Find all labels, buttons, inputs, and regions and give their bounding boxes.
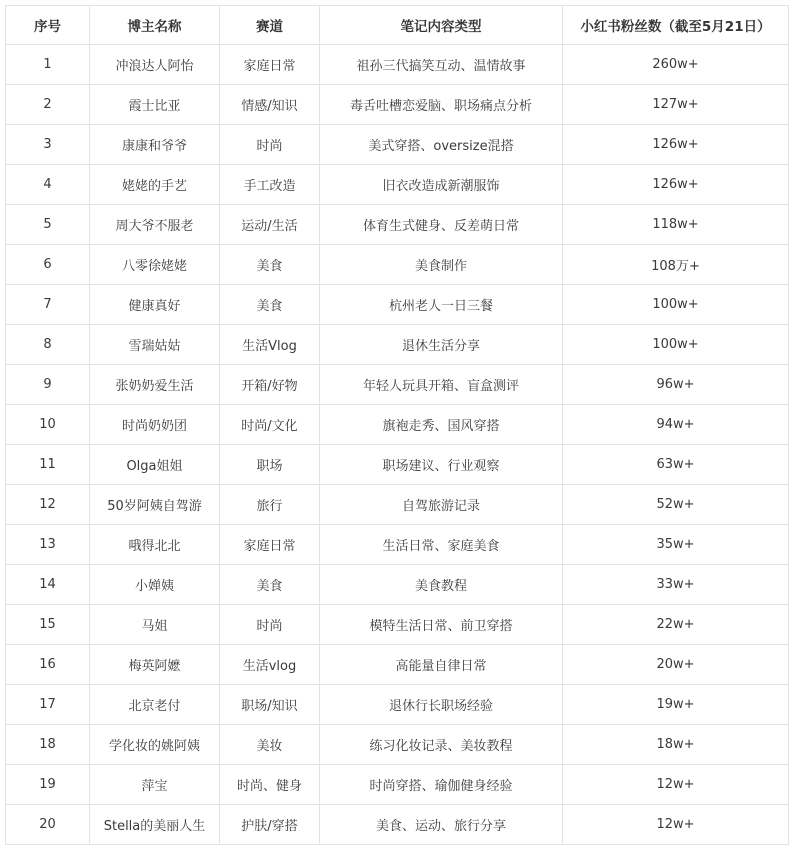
blogger-table — [5, 5, 789, 845]
cell-content-type: 毒舌吐槽恋爱脑、职场痛点分析 — [320, 85, 563, 125]
cell-follower-count: 108万+ — [563, 245, 789, 285]
cell-category: 美妆 — [220, 725, 320, 765]
cell-follower-count: 118w+ — [563, 205, 789, 245]
cell-follower-count: 100w+ — [563, 285, 789, 325]
cell-content-type: 美食制作 — [320, 245, 563, 285]
cell-blogger-name: 姥姥的手艺 — [90, 165, 220, 205]
cell-follower-count: 63w+ — [563, 445, 789, 485]
cell-content-type: 体育生式健身、反差萌日常 — [320, 205, 563, 245]
header-row — [6, 6, 789, 45]
cell-category: 旅行 — [220, 485, 320, 525]
cell-index: 15 — [6, 605, 90, 645]
cell-index: 5 — [6, 205, 90, 245]
header-index: 序号 — [6, 6, 90, 45]
cell-category: 手工改造 — [220, 165, 320, 205]
table-row — [6, 85, 789, 125]
cell-index: 17 — [6, 685, 90, 725]
cell-content-type: 美式穿搭、oversize混搭 — [320, 125, 563, 165]
cell-blogger-name: 八零徐姥姥 — [90, 245, 220, 285]
cell-blogger-name: Olga姐姐 — [90, 445, 220, 485]
cell-follower-count: 20w+ — [563, 645, 789, 685]
table-row — [6, 685, 789, 725]
cell-blogger-name: 梅英阿嬷 — [90, 645, 220, 685]
cell-category: 运动/生活 — [220, 205, 320, 245]
cell-index: 2 — [6, 85, 90, 125]
cell-category: 美食 — [220, 245, 320, 285]
cell-content-type: 美食教程 — [320, 565, 563, 605]
table-row — [6, 125, 789, 165]
header-category: 赛道 — [220, 6, 320, 45]
table-container — [5, 5, 789, 845]
cell-blogger-name: 北京老付 — [90, 685, 220, 725]
cell-category: 职场/知识 — [220, 685, 320, 725]
cell-content-type: 退休行长职场经验 — [320, 685, 563, 725]
cell-follower-count: 260w+ — [563, 45, 789, 85]
table-row — [6, 405, 789, 445]
cell-follower-count: 126w+ — [563, 165, 789, 205]
cell-follower-count: 12w+ — [563, 765, 789, 805]
table-row — [6, 245, 789, 285]
cell-index: 7 — [6, 285, 90, 325]
cell-category: 时尚/文化 — [220, 405, 320, 445]
cell-index: 10 — [6, 405, 90, 445]
cell-follower-count: 22w+ — [563, 605, 789, 645]
cell-index: 3 — [6, 125, 90, 165]
cell-blogger-name: 张奶奶爱生活 — [90, 365, 220, 405]
cell-follower-count: 52w+ — [563, 485, 789, 525]
cell-category: 时尚 — [220, 125, 320, 165]
cell-category: 生活Vlog — [220, 325, 320, 365]
cell-category: 美食 — [220, 285, 320, 325]
cell-blogger-name: 霞士比亚 — [90, 85, 220, 125]
cell-follower-count: 12w+ — [563, 805, 789, 845]
cell-content-type: 职场建议、行业观察 — [320, 445, 563, 485]
cell-follower-count: 126w+ — [563, 125, 789, 165]
table-row — [6, 525, 789, 565]
cell-content-type: 生活日常、家庭美食 — [320, 525, 563, 565]
cell-index: 9 — [6, 365, 90, 405]
cell-follower-count: 127w+ — [563, 85, 789, 125]
table-row — [6, 565, 789, 605]
table-row — [6, 325, 789, 365]
cell-content-type: 模特生活日常、前卫穿搭 — [320, 605, 563, 645]
cell-follower-count: 18w+ — [563, 725, 789, 765]
table-row — [6, 765, 789, 805]
cell-content-type: 美食、运动、旅行分享 — [320, 805, 563, 845]
cell-index: 18 — [6, 725, 90, 765]
table-body — [6, 45, 789, 845]
table-row — [6, 205, 789, 245]
cell-blogger-name: 冲浪达人阿怡 — [90, 45, 220, 85]
cell-index: 11 — [6, 445, 90, 485]
cell-blogger-name: 50岁阿姨自驾游 — [90, 485, 220, 525]
cell-content-type: 自驾旅游记录 — [320, 485, 563, 525]
cell-content-type: 杭州老人一日三餐 — [320, 285, 563, 325]
cell-follower-count: 33w+ — [563, 565, 789, 605]
cell-index: 16 — [6, 645, 90, 685]
table-row — [6, 445, 789, 485]
table-row — [6, 45, 789, 85]
cell-blogger-name: 哦得北北 — [90, 525, 220, 565]
cell-category: 家庭日常 — [220, 45, 320, 85]
cell-blogger-name: 萍宝 — [90, 765, 220, 805]
cell-category: 生活vlog — [220, 645, 320, 685]
cell-category: 护肤/穿搭 — [220, 805, 320, 845]
cell-index: 20 — [6, 805, 90, 845]
table-row — [6, 725, 789, 765]
table-row — [6, 605, 789, 645]
cell-blogger-name: 康康和爷爷 — [90, 125, 220, 165]
cell-category: 开箱/好物 — [220, 365, 320, 405]
table-row — [6, 165, 789, 205]
header-follower-count: 小红书粉丝数（截至5月21日） — [563, 6, 789, 45]
cell-category: 美食 — [220, 565, 320, 605]
cell-category: 时尚 — [220, 605, 320, 645]
cell-follower-count: 94w+ — [563, 405, 789, 445]
table-row — [6, 285, 789, 325]
cell-content-type: 高能量自律日常 — [320, 645, 563, 685]
cell-index: 4 — [6, 165, 90, 205]
cell-content-type: 年轻人玩具开箱、盲盒测评 — [320, 365, 563, 405]
cell-content-type: 练习化妆记录、美妆教程 — [320, 725, 563, 765]
cell-blogger-name: 雪瑞姑姑 — [90, 325, 220, 365]
cell-category: 情感/知识 — [220, 85, 320, 125]
cell-index: 19 — [6, 765, 90, 805]
cell-category: 职场 — [220, 445, 320, 485]
cell-blogger-name: 马姐 — [90, 605, 220, 645]
cell-index: 1 — [6, 45, 90, 85]
cell-index: 6 — [6, 245, 90, 285]
cell-blogger-name: 学化妆的姚阿姨 — [90, 725, 220, 765]
cell-index: 12 — [6, 485, 90, 525]
table-row — [6, 645, 789, 685]
cell-blogger-name: 周大爷不服老 — [90, 205, 220, 245]
cell-content-type: 退休生活分享 — [320, 325, 563, 365]
cell-category: 时尚、健身 — [220, 765, 320, 805]
cell-content-type: 祖孙三代搞笑互动、温情故事 — [320, 45, 563, 85]
cell-blogger-name: 小婵姨 — [90, 565, 220, 605]
cell-blogger-name: 健康真好 — [90, 285, 220, 325]
cell-content-type: 旧衣改造成新潮服饰 — [320, 165, 563, 205]
header-content-type: 笔记内容类型 — [320, 6, 563, 45]
cell-index: 14 — [6, 565, 90, 605]
header-blogger-name: 博主名称 — [90, 6, 220, 45]
cell-follower-count: 96w+ — [563, 365, 789, 405]
cell-blogger-name: Stella的美丽人生 — [90, 805, 220, 845]
cell-category: 家庭日常 — [220, 525, 320, 565]
cell-follower-count: 100w+ — [563, 325, 789, 365]
table-row — [6, 485, 789, 525]
cell-index: 13 — [6, 525, 90, 565]
cell-follower-count: 19w+ — [563, 685, 789, 725]
cell-content-type: 时尚穿搭、瑜伽健身经验 — [320, 765, 563, 805]
table-row — [6, 365, 789, 405]
cell-index: 8 — [6, 325, 90, 365]
cell-blogger-name: 时尚奶奶团 — [90, 405, 220, 445]
table-header — [6, 6, 789, 45]
table-row — [6, 805, 789, 845]
cell-follower-count: 35w+ — [563, 525, 789, 565]
cell-content-type: 旗袍走秀、国风穿搭 — [320, 405, 563, 445]
